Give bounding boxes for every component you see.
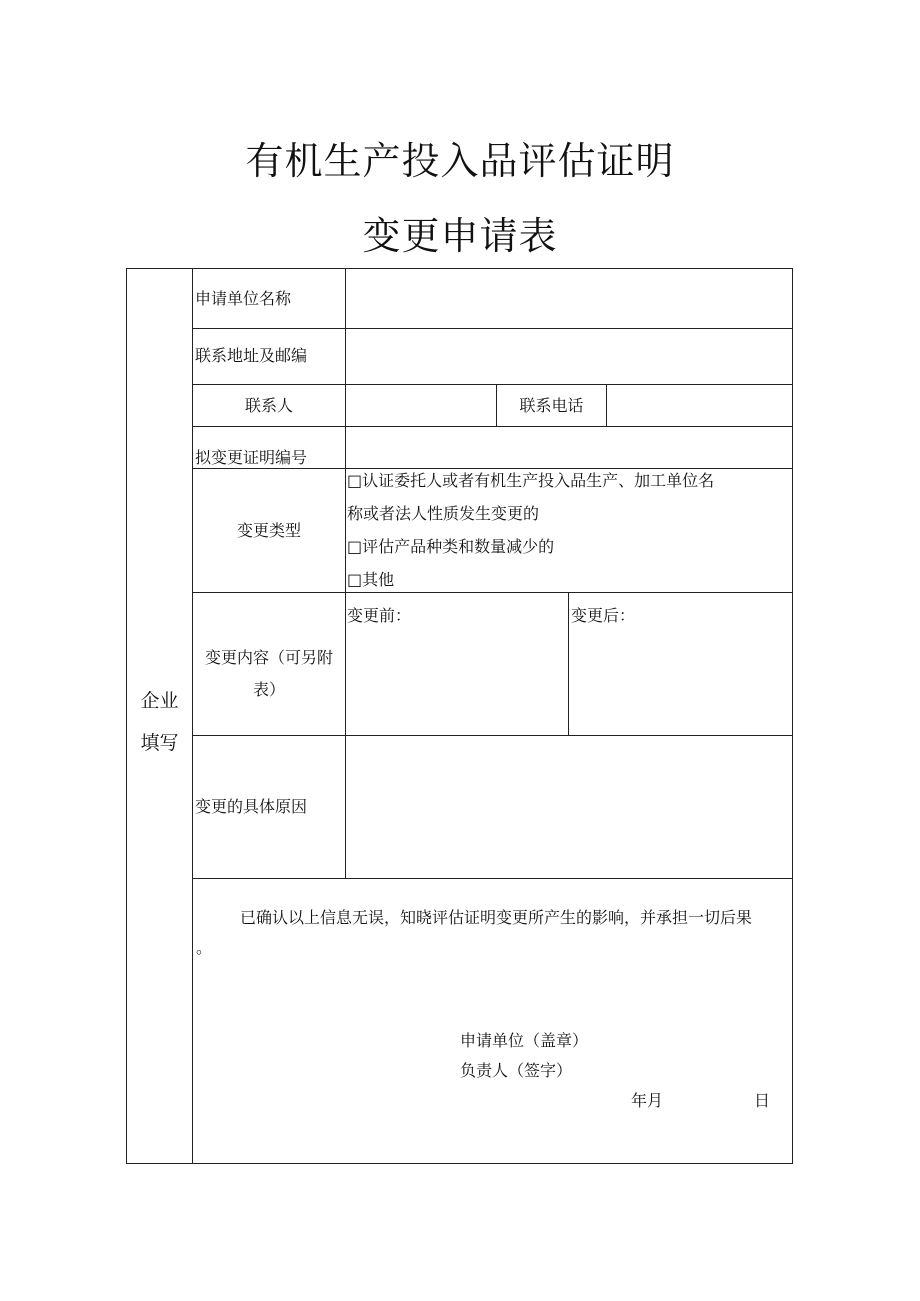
seal-line: 申请单位（盖章） — [460, 1031, 589, 1050]
label-column-divider — [345, 268, 346, 878]
date-day: 日 — [754, 1091, 771, 1110]
change-before-label: 变更前： — [347, 606, 412, 625]
document-title: 有机生产投入品评估证明 — [245, 139, 675, 183]
change-type-label: 变更类型 — [236, 521, 301, 540]
row-divider — [192, 878, 793, 879]
applicant-name-label: 申请单位名称 — [195, 289, 292, 308]
change-type-option-1-continued: 称或者法人性质发生变更的 — [347, 504, 540, 523]
contact-divider-2 — [606, 384, 607, 426]
change-reason-field[interactable] — [348, 740, 788, 874]
change-type-option-3[interactable]: □其他 — [347, 570, 395, 589]
change-before-field[interactable] — [348, 630, 564, 730]
applicant-name-field[interactable] — [348, 272, 788, 324]
side-label: 企业 填写 — [140, 690, 179, 754]
change-reason-label: 变更的具体原因 — [195, 797, 308, 816]
row-divider — [192, 426, 793, 427]
change-type-option-2[interactable]: □评估产品种类和数量减少的 — [347, 537, 555, 556]
row-divider — [192, 384, 793, 385]
contact-phone-field[interactable] — [610, 388, 788, 424]
change-content-label: 变更内容（可另附 表） — [204, 648, 333, 699]
change-type-option-1[interactable]: □认证委托人或者有机生产投入品生产、加工单位名 — [347, 471, 715, 490]
date-year-month: 年月 — [631, 1091, 664, 1110]
before-after-divider — [568, 592, 569, 735]
certificate-number-field[interactable] — [348, 430, 788, 466]
row-divider — [192, 468, 793, 469]
document-subtitle: 变更申请表 — [362, 214, 558, 258]
contact-person-label: 联系人 — [244, 396, 293, 415]
change-after-label: 变更后： — [571, 606, 636, 625]
contact-person-field[interactable] — [348, 388, 493, 424]
declaration-end-mark: 。 — [196, 938, 213, 957]
row-divider — [192, 735, 793, 736]
address-zip-label: 联系地址及邮编 — [195, 346, 308, 365]
change-after-field[interactable] — [571, 630, 787, 730]
contact-phone-label: 联系电话 — [519, 396, 584, 415]
row-divider — [192, 328, 793, 329]
row-divider — [192, 592, 793, 593]
address-zip-field[interactable] — [348, 332, 788, 380]
declaration-text: 已确认以上信息无误，知晓评估证明变更所产生的影响，并承担一切后果 — [240, 908, 753, 927]
signature-line: 负责人（签字） — [460, 1061, 573, 1080]
certificate-number-label: 拟变更证明编号 — [195, 448, 308, 467]
